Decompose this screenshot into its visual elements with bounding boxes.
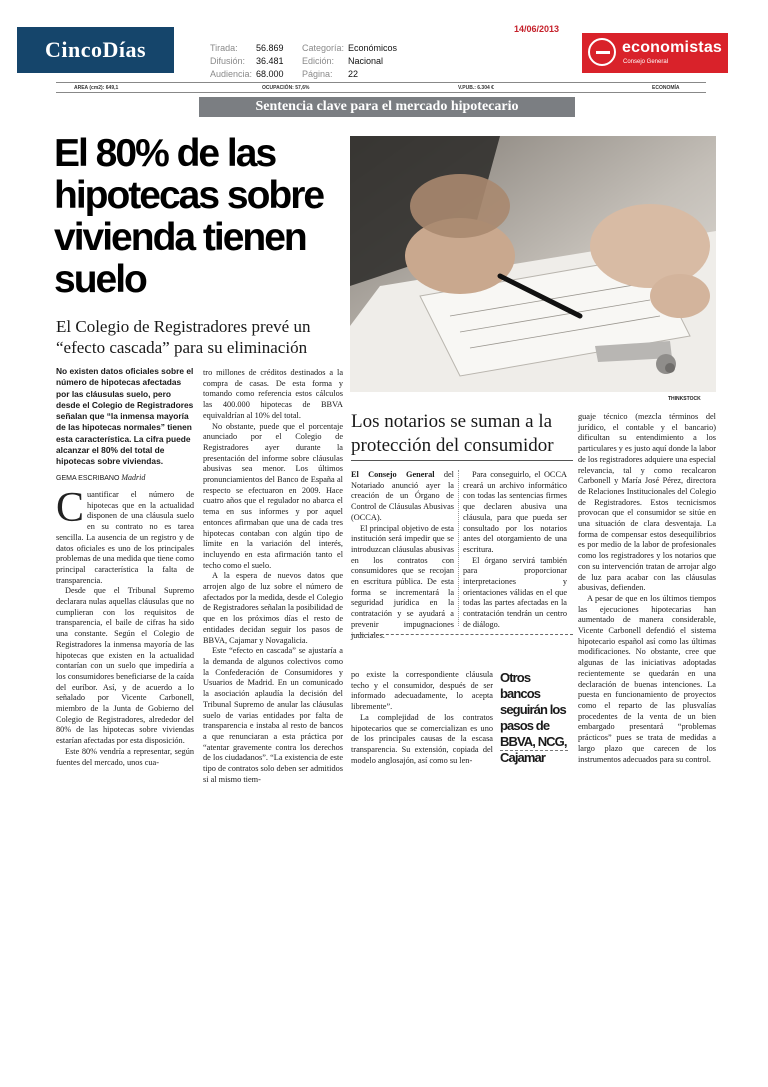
metric-label: Edición: (302, 56, 335, 66)
metric-label: Difusión: (210, 56, 246, 66)
body-paragraph: La complejidad de los contratos hipotecarios que se comercializan es uno de los principales causas de la escasa transparencia. Su extensión, copiada del modelo anglosajón, así como su len- (351, 712, 493, 765)
body-paragraph: Desde que el Tribunal Supremo declarara nulas aquellas cláusulas que no cumplieran con los requisitos de transparencia, el baile de cifras ha sido una constante. Según el Colegio de Registradores la inmensa mayoría de las hipotecas que existen en la actualidad contarían con un suelo que impediría a los consumidores beneficiarse de la caída del euríbor. Así, y de acuerdo a lo señalado por Vicente Carbonell, miembro de la Junta de Gobierno del Colegio de Registradores, alrededor del 80% de las hipotecas sobre viviendas estarían afectadas por esta disposición. (56, 586, 194, 746)
metric-value: Nacional (348, 56, 384, 66)
metric-label: Audiencia: (210, 69, 253, 79)
pull-quote-divider (500, 750, 568, 751)
body-paragraph: guaje técnico (mezcla términos del jurídico, el contable y el bancario) dificultan su entendimiento a los particulares y es justo aquí donde la labor de los registradores adquiere una especial relevancia, tal y como recalcaron Carbonell y María José Pérez, directora de Relaciones Institucionales del Colegio de Registradores. Estos tecnicismos provocan que el consumidor se sitúe en una situación de clara desventaja. La forma de compensar estos desequilibrios es por medio de la labor de profesionales como los registradores y los notarios que con su intervención tratan de arrojar algo de luz para acabar con las cláusulas abusivas, defienden. (578, 412, 717, 593)
metrics-values (256, 42, 284, 81)
body-paragraph: El Consejo General del Notariado anunció ayer la creación de un Órgano de Control de Cláusulas Abusivas (OCCA). (351, 470, 454, 522)
metric-label: Categoría: (302, 43, 345, 53)
publication-date: 14/06/2013 (514, 24, 560, 34)
body-paragraph: Cuantificar el número de hipotecas que en la actualidad disponen de una cláusula suelo en su contrato no es tarea sencilla. La ausencia de un registro y de datos oficiales es uno de los principales problemas de una medida que tiene como principal característica la falta de transparencia. (56, 485, 194, 585)
economistas-subtitle: Consejo General (623, 59, 669, 65)
body-paragraph: Este 80% vendría a representar, según fuentes del mercado, unos cua- (56, 746, 194, 767)
clipping-info-strip (56, 82, 706, 93)
box-divider (351, 460, 573, 461)
cincodias-logo: CincoDías (17, 27, 174, 73)
article-kicker: Sentencia clave para el mercado hipotecario (199, 97, 575, 117)
body-paragraph: Este “efecto en cascada” se ajustaría a la demanda de algunos colectivos como la Confederación de Consumidores y Usuarios de Madrid. En un comunicado la asociación aplaudía la decisión del Tribunal Supremo de anular las cláusulas suelo de varias entidades por falta de transparencia e instaba al resto de bancos a que renunciaran a esta práctica por “atentar gravemente contra los derechos de los ciudadanos”. “La existencia de este tipo de contratos solo deben ser admitidos si al mismo tiem- (203, 646, 343, 784)
body-paragraph: tro millones de créditos destinados a la compra de casas. De esta forma y tomando como referencia estos cálculos las 400.000 hipotecas de BBVA equivaldrían al 10% del total. (203, 368, 343, 420)
box-column-1 (351, 470, 454, 641)
metric-label: Página: (302, 69, 333, 79)
economistas-name: economistas (622, 39, 723, 56)
metric-label: Tirada: (210, 43, 238, 53)
body-paragraph: No obstante, puede que el porcentaje anunciado por el Colegio de Registradores ayer durante la presentación del informe sobre cláusulas abusivas sea menor. Los últimos pronunciamientos del Banco de España al respecto se efectuaron en 2009. Hace cuatro años que el regulador no abarca el tema en sus informes y por aquel entonces afirmaban que una de cada tres hipotecas contaban con algún tipo de límite en la variación del interés, incluyendo en esta afirmación tanto el techo como el suelo. (203, 421, 343, 570)
metric-value: Económicos (348, 43, 398, 53)
body-paragraph: A pesar de que en los últimos tiempos las ejecuciones hipotecarias han aumentado de manera considerable, Vicente Carbonell defendió el sistema hipotecario español así como las últimas modificaciones. No obstante, cree que algunas de las iniciativas adoptadas recientemente se quedarán en una declaración de buenas intenciones. La puesta en funcionamiento de proyectos como el reparto de las plusvalías procedentes de la venta de un bien embargado presentará “problemas prácticos” pues se trata de medidas a largo plazo que carecen de los instrumentos adecuados para su control. (578, 593, 716, 764)
body-paragraph: Para conseguirlo, el OCCA creará un archivo informático con todas las sentencias firmes que declaren abusiva una cláusula, para que pueda ser consultado por los notarios antes del otorgamiento de una escritura. (463, 470, 567, 554)
author-name: GEMA ESCRIBANO (56, 475, 120, 482)
body-column-1 (56, 485, 194, 768)
article-headline: El 80% de las hipotecas sobre vivienda tienen suelo (54, 132, 324, 301)
metric-value: 36.481 (256, 56, 284, 66)
body-column-4 (578, 412, 716, 765)
photo-credit: THINKSTOCK (668, 396, 701, 402)
pull-quote: Otros bancos seguirán los pasos de BBVA, NCG, Cajamar (500, 670, 567, 765)
sidebar-box-title: Los notarios se suman a la protección del consumidor (351, 411, 554, 456)
article-lead: No existen datos oficiales sobre el número de hipotecas afectadas por las cláusulas suelo, pero desde el Colegio de Registradores señalan que “la inmensa mayoría de las hipotecas normales” tienen esta característica. La cifra puede alcanzar el 80% del total de hipotecas sobre viviendas. (56, 366, 194, 467)
metric-value: 68.000 (256, 69, 284, 79)
metric-value: 22 (348, 69, 359, 79)
body-paragraph: po existe la correspondiente cláusula techo y el consumidor, después de ser informado adecuadamente, lo acepta libremente”. (351, 670, 493, 712)
metrics2-labels (302, 42, 344, 81)
article-subhead: El Colegio de Registradores prevé un “efecto cascada” para su eliminación (56, 317, 311, 357)
column-divider (458, 470, 459, 626)
box-bottom-divider (351, 634, 573, 635)
section-info: ECONOMÍA (652, 85, 680, 91)
body-paragraph: A la espera de nuevos datos que arrojen algo de luz sobre el número de afectados por la medida, desde el Colegio de Registradores señalan la posibilidad de que en los próximos días el resto de entidades decidan seguir los pasos de BBVA, Cajamar y Novagalicia. (203, 571, 343, 645)
article-byline (56, 473, 145, 482)
ocupacion-info: OCUPACIÓN: 57,6% (262, 85, 310, 91)
economistas-logo (582, 33, 728, 73)
vpub-info: V.PUB.: 6.304 € (458, 85, 494, 91)
hands-signing-contract-image (350, 136, 716, 392)
box-lead-bold: El Consejo General (351, 470, 435, 479)
box-column-2 (463, 470, 567, 631)
economistas-mark-icon (588, 38, 616, 66)
metrics2-values (348, 42, 397, 81)
author-place: Madrid (121, 473, 146, 482)
body-column-3 (351, 670, 493, 766)
metric-value: 56.869 (256, 43, 284, 53)
body-paragraph: El órgano servirá también para proporcionar interpretaciones y orientaciones válidas en el que todas las partes afectadas en la contratación tendrán un centro de diálogo. (463, 555, 567, 629)
body-column-2 (203, 368, 343, 785)
body-paragraph: El principal objetivo de esta institución será impedir que se introduzcan cláusulas abusivas en los contratos con consumidores que se recojan en escritura pública. De esta forma se incrementará la seguridad jurídica en la contratación y se ayudará a prevenir impugnaciones judiciales. (351, 523, 454, 640)
article-photo (350, 136, 716, 392)
metrics-labels (210, 42, 252, 81)
area-info: AREA (cm2): 649,1 (74, 85, 119, 91)
drop-cap: C (56, 485, 85, 531)
